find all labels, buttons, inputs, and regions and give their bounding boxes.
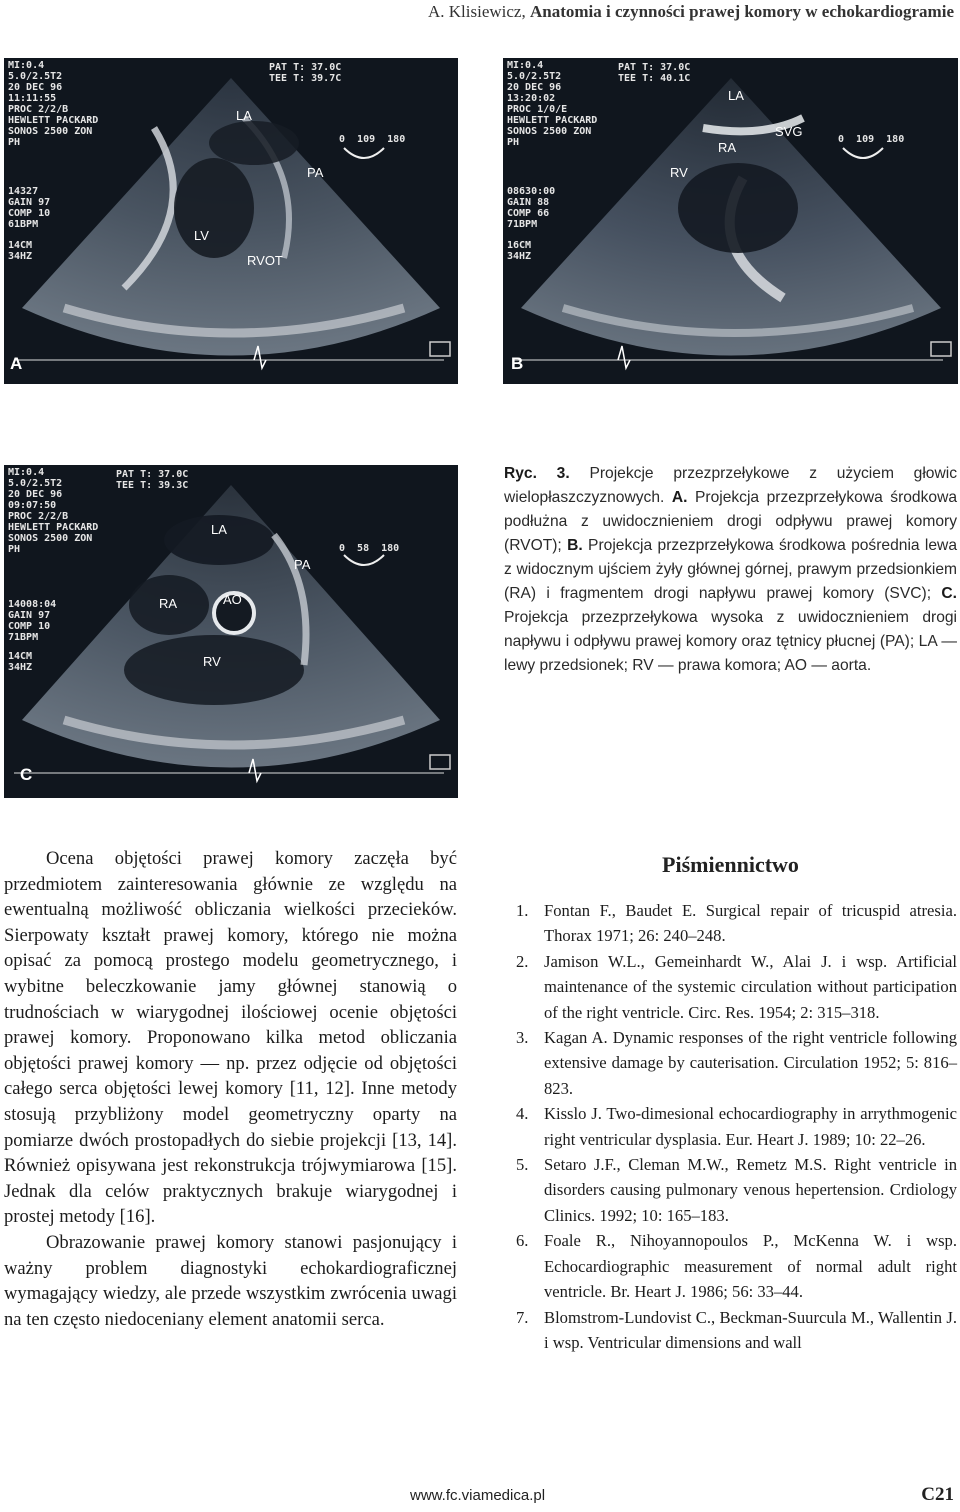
echo-temperature-a: PAT T: 37.0C TEE T: 39.7C [269, 62, 342, 84]
label-pa: PA [307, 165, 324, 180]
label-ao: AO [223, 592, 242, 607]
panel-letter-a: A [10, 354, 23, 373]
label-rvot: RVOT [247, 253, 283, 268]
running-header [428, 2, 954, 22]
echo-temperature-b: PAT T: 37.0C TEE T: 40.1C [618, 62, 691, 84]
reference-item [504, 1025, 957, 1101]
footer-url[interactable]: www.fc.viamedica.pl [410, 1487, 546, 1504]
body-column [4, 846, 457, 1332]
references-list [504, 898, 957, 1355]
reference-item [504, 1152, 957, 1228]
reference-item [504, 898, 957, 949]
label-rv: RV [203, 654, 221, 669]
reference-number: 7. [516, 1307, 529, 1327]
header-authors: A. Klisiewicz, [428, 2, 526, 21]
reference-text: Foale R., Nihoyannopoulos P., McKenna W. i wsp. Echocardiographic measurement of normal adult right ventricle. Br. Heart J. 1986; 56: 33–44. [544, 1231, 957, 1302]
caption-letter-c: C. [941, 585, 957, 602]
caption-text-a: Projekcja przezprzełykowa środkowa podłużna z uwidocznieniem drogi odpływu prawej komory (RVOT); [504, 489, 958, 554]
echo-settings-c: MI:0.4 5.0/2.5T2 20 DEC 96 09:07:50 PROC 2/2/B HEWLETT PACKARD SONOS 2500 ZON PH [8, 467, 99, 555]
reference-text: Blomstrom-Lundovist C., Beckman-Suurcula M., Wallentin J. i wsp. Ventricular dimensions and wall [544, 1307, 957, 1352]
reference-text: Kisslo J. Two-dimesional echocardiography in arrythmogenic right ventricular dysplasia. Eur. Heart J. 1989; 10: 22–26. [544, 1104, 957, 1149]
reference-number: 5. [516, 1155, 529, 1175]
caption-intro: Projekcje przezprzełykowe z użyciem głowic wielopłaszczyznowych. [504, 465, 958, 506]
page-number: C21 [921, 1484, 954, 1505]
echo-panel-c [4, 465, 458, 798]
reference-item [504, 949, 957, 1025]
label-ra: RA [159, 596, 178, 611]
echo-depth-c: 14CM 34HZ [8, 651, 33, 673]
label-la: LA [728, 88, 744, 103]
caption-text-b: Projekcja przezprzełykowa środkowa pośrednia lewa z widocznym ujściem żyły głównej górnej, prawym przedsionkiem (RA) i fragmentem drogi napływu prawej komory (SVC); [504, 537, 957, 602]
reference-item [504, 1305, 957, 1356]
caption-letter-a: A. [671, 489, 688, 506]
echo-depth-a: 14CM 34HZ [8, 240, 33, 262]
references-heading: Piśmiennictwo [662, 852, 799, 877]
reference-item [504, 1101, 957, 1152]
reference-text: Kagan A. Dynamic responses of the right ventricle following extensive damage by cauterisation. Circulation 1952; 5: 816–823. [544, 1028, 957, 1098]
echo-scale-b: 0 109 180 [838, 134, 905, 145]
echo-panel-a [4, 58, 458, 384]
label-ra: RA [718, 140, 737, 155]
panel-letter-c: C [20, 765, 33, 784]
reference-number: 6. [516, 1231, 529, 1251]
label-la: LA [236, 108, 252, 123]
echo-settings-a: MI:0.4 5.0/2.5T2 20 DEC 96 11:11:55 PROC 2/2/B HEWLETT PACKARD SONOS 2500 ZON PH [8, 60, 99, 148]
label-rv: RV [670, 165, 688, 180]
label-svg: SVG [775, 124, 803, 139]
label-la: LA [211, 522, 227, 537]
echo-temperature-c: PAT T: 37.0C TEE T: 39.3C [116, 469, 189, 491]
label-pa: PA [294, 557, 311, 572]
caption-letter-b: B. [567, 537, 583, 554]
echo-scale-c: 0 58 180 [339, 543, 400, 554]
reference-text: Fontan F., Baudet E. Surgical repair of tricuspid atresia. Thorax 1971; 26: 240–248. [544, 901, 957, 946]
reference-number: 4. [516, 1104, 529, 1124]
echo-depth-b: 16CM 34HZ [507, 240, 532, 262]
echo-gain-c: 14008:04 GAIN 97 COMP 10 71BPM [8, 599, 57, 643]
echo-settings-b: MI:0.4 5.0/2.5T2 20 DEC 96 13:20:02 PROC 1/0/E HEWLETT PACKARD SONOS 2500 ZON PH [507, 60, 598, 148]
panel-letter-b: B [511, 354, 524, 373]
reference-text: Setaro J.F., Cleman M.W., Remetz M.S. Right ventricle in disorders causing pulmonary venous hepertension. Crdiology Clinics. 1992; 10: 165–183. [544, 1155, 957, 1225]
echo-gain-a: 14327 GAIN 97 COMP 10 61BPM [8, 186, 51, 230]
caption-text-c: Projekcja przezprzełykowa wysoka z uwidocznieniem drogi napływu i odpływu prawej komory oraz tętnicy płucnej (PA); LA — lewy przedsionek; RV — prawa komora; AO — aorta. [504, 609, 957, 674]
reference-number: 1. [516, 901, 529, 920]
reference-item [504, 1228, 957, 1304]
label-lv: LV [194, 228, 209, 243]
echo-panel-b [503, 58, 958, 384]
echo-gain-b: 08630:00 GAIN 88 COMP 66 71BPM [507, 186, 556, 230]
body-paragraph: Obrazowanie prawej komory stanowi pasjonujący i ważny problem diagnostyki echokardiograficznej wymagający wiedzy, ale przede wszystkim zwrócenia uwagi na ten często niedoceniany element anatomii serca. [4, 1231, 457, 1330]
body-paragraph: Ocena objętości prawej komory zaczęła być przedmiotem zainteresowania głównie ze względu na ewentualną możliwość obliczania wielkości przecieków. Sierpowaty kształt prawej komory, którego nie można opisać za pomocą prostego modelu geometrycznego, i wybitne beleczkowanie jamy głównej stanowią o trudnościach w wiarygodnej ilościowej ocenie objętości prawej komory. Proponowano kilka metod obliczania objętości prawej komory — np. przez odjęcie od objętości całego serca objętości lewej komory [11, 12]. Inne metody stosują przybliżony model geometryczny oparty na pomiarze dwóch prostopadłych do siebie projekcji [13, 14]. Również opisywana jest rekonstrukcja trójwymiarowa [15]. Jednak dla celów praktycznych brakuje wiarygodnej i prostej metody [16]. [4, 848, 457, 1228]
figure-caption [504, 462, 957, 678]
reference-number: 3. [516, 1028, 529, 1048]
caption-label: Ryc. 3. [504, 465, 570, 482]
reference-number: 2. [516, 951, 529, 971]
reference-text: Jamison W.L., Gemeinhardt W., Alai J. i wsp. Artificial maintenance of the systemic circulation without participation of the right ventricle. Circ. Res. 1954; 2: 315–318. [544, 951, 957, 1022]
header-title: Anatomia i czynności prawej komory w echokardiogramie [529, 2, 954, 21]
echo-scale-a: 0 109 180 [339, 134, 406, 145]
